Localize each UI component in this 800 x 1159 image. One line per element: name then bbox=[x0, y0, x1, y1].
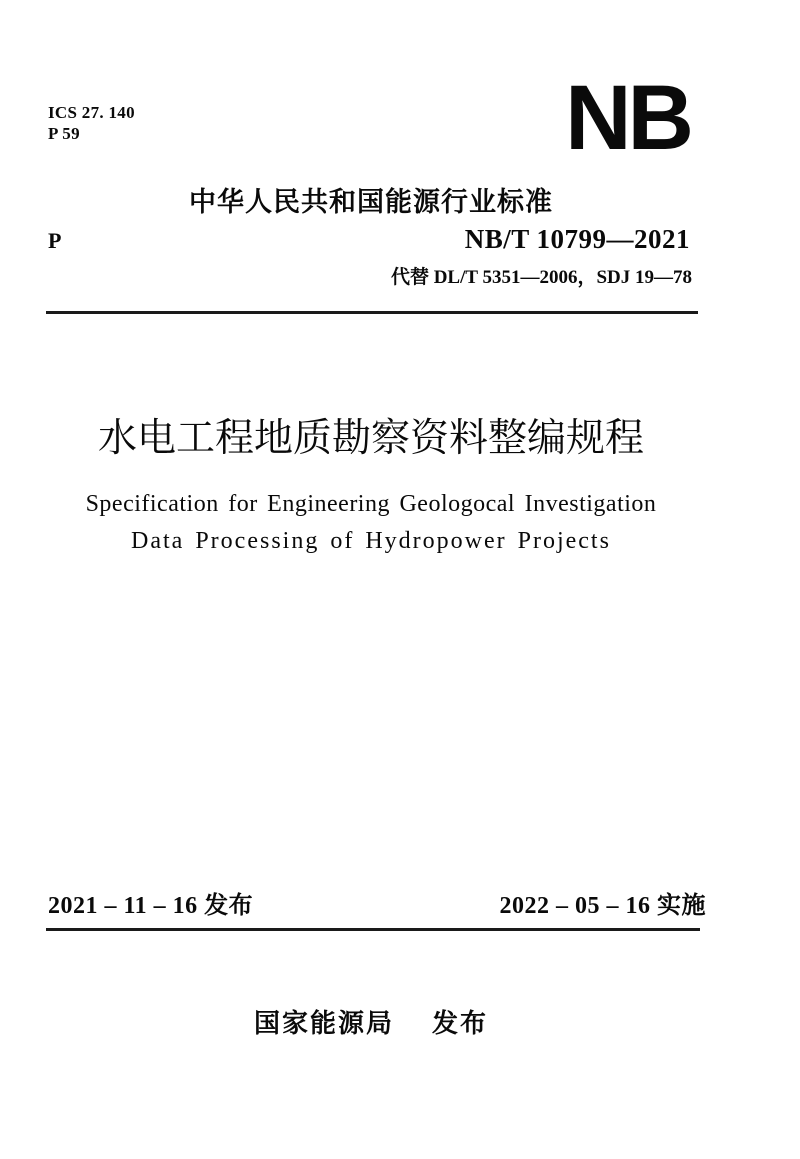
document-class-mark: P bbox=[48, 228, 62, 253]
issue-date: 2021 – 11 – 16 发布 bbox=[48, 893, 254, 919]
bottom-rule bbox=[46, 928, 700, 931]
title-english bbox=[45, 486, 697, 560]
replaces-note: 代替 DL/T 5351—2006，SDJ 19—78 bbox=[390, 267, 692, 288]
publisher-line bbox=[45, 1003, 697, 1040]
top-rule bbox=[46, 311, 698, 314]
nb-logo: NB bbox=[565, 67, 690, 169]
implementation-date: 2022 – 05 – 16 实施 bbox=[499, 893, 706, 919]
publisher-name: 国家能源局 bbox=[253, 1008, 394, 1038]
title-chinese: 水电工程地质勘察资料整编规程 bbox=[97, 417, 644, 460]
classification-code: P 59 bbox=[48, 124, 80, 143]
ics-block bbox=[48, 102, 135, 144]
standard-category-title: 中华人民共和国能源行业标准 bbox=[189, 187, 553, 217]
ics-code: ICS 27. 140 bbox=[48, 103, 135, 122]
title-english-line2: Data Processing of Hydropower Projects bbox=[131, 528, 611, 554]
title-english-line1: Specification for Engineering Geologocal Investigation bbox=[85, 491, 657, 517]
standard-number: NB/T 10799—2021 bbox=[464, 224, 690, 254]
publish-label: 发布 bbox=[432, 1008, 489, 1038]
